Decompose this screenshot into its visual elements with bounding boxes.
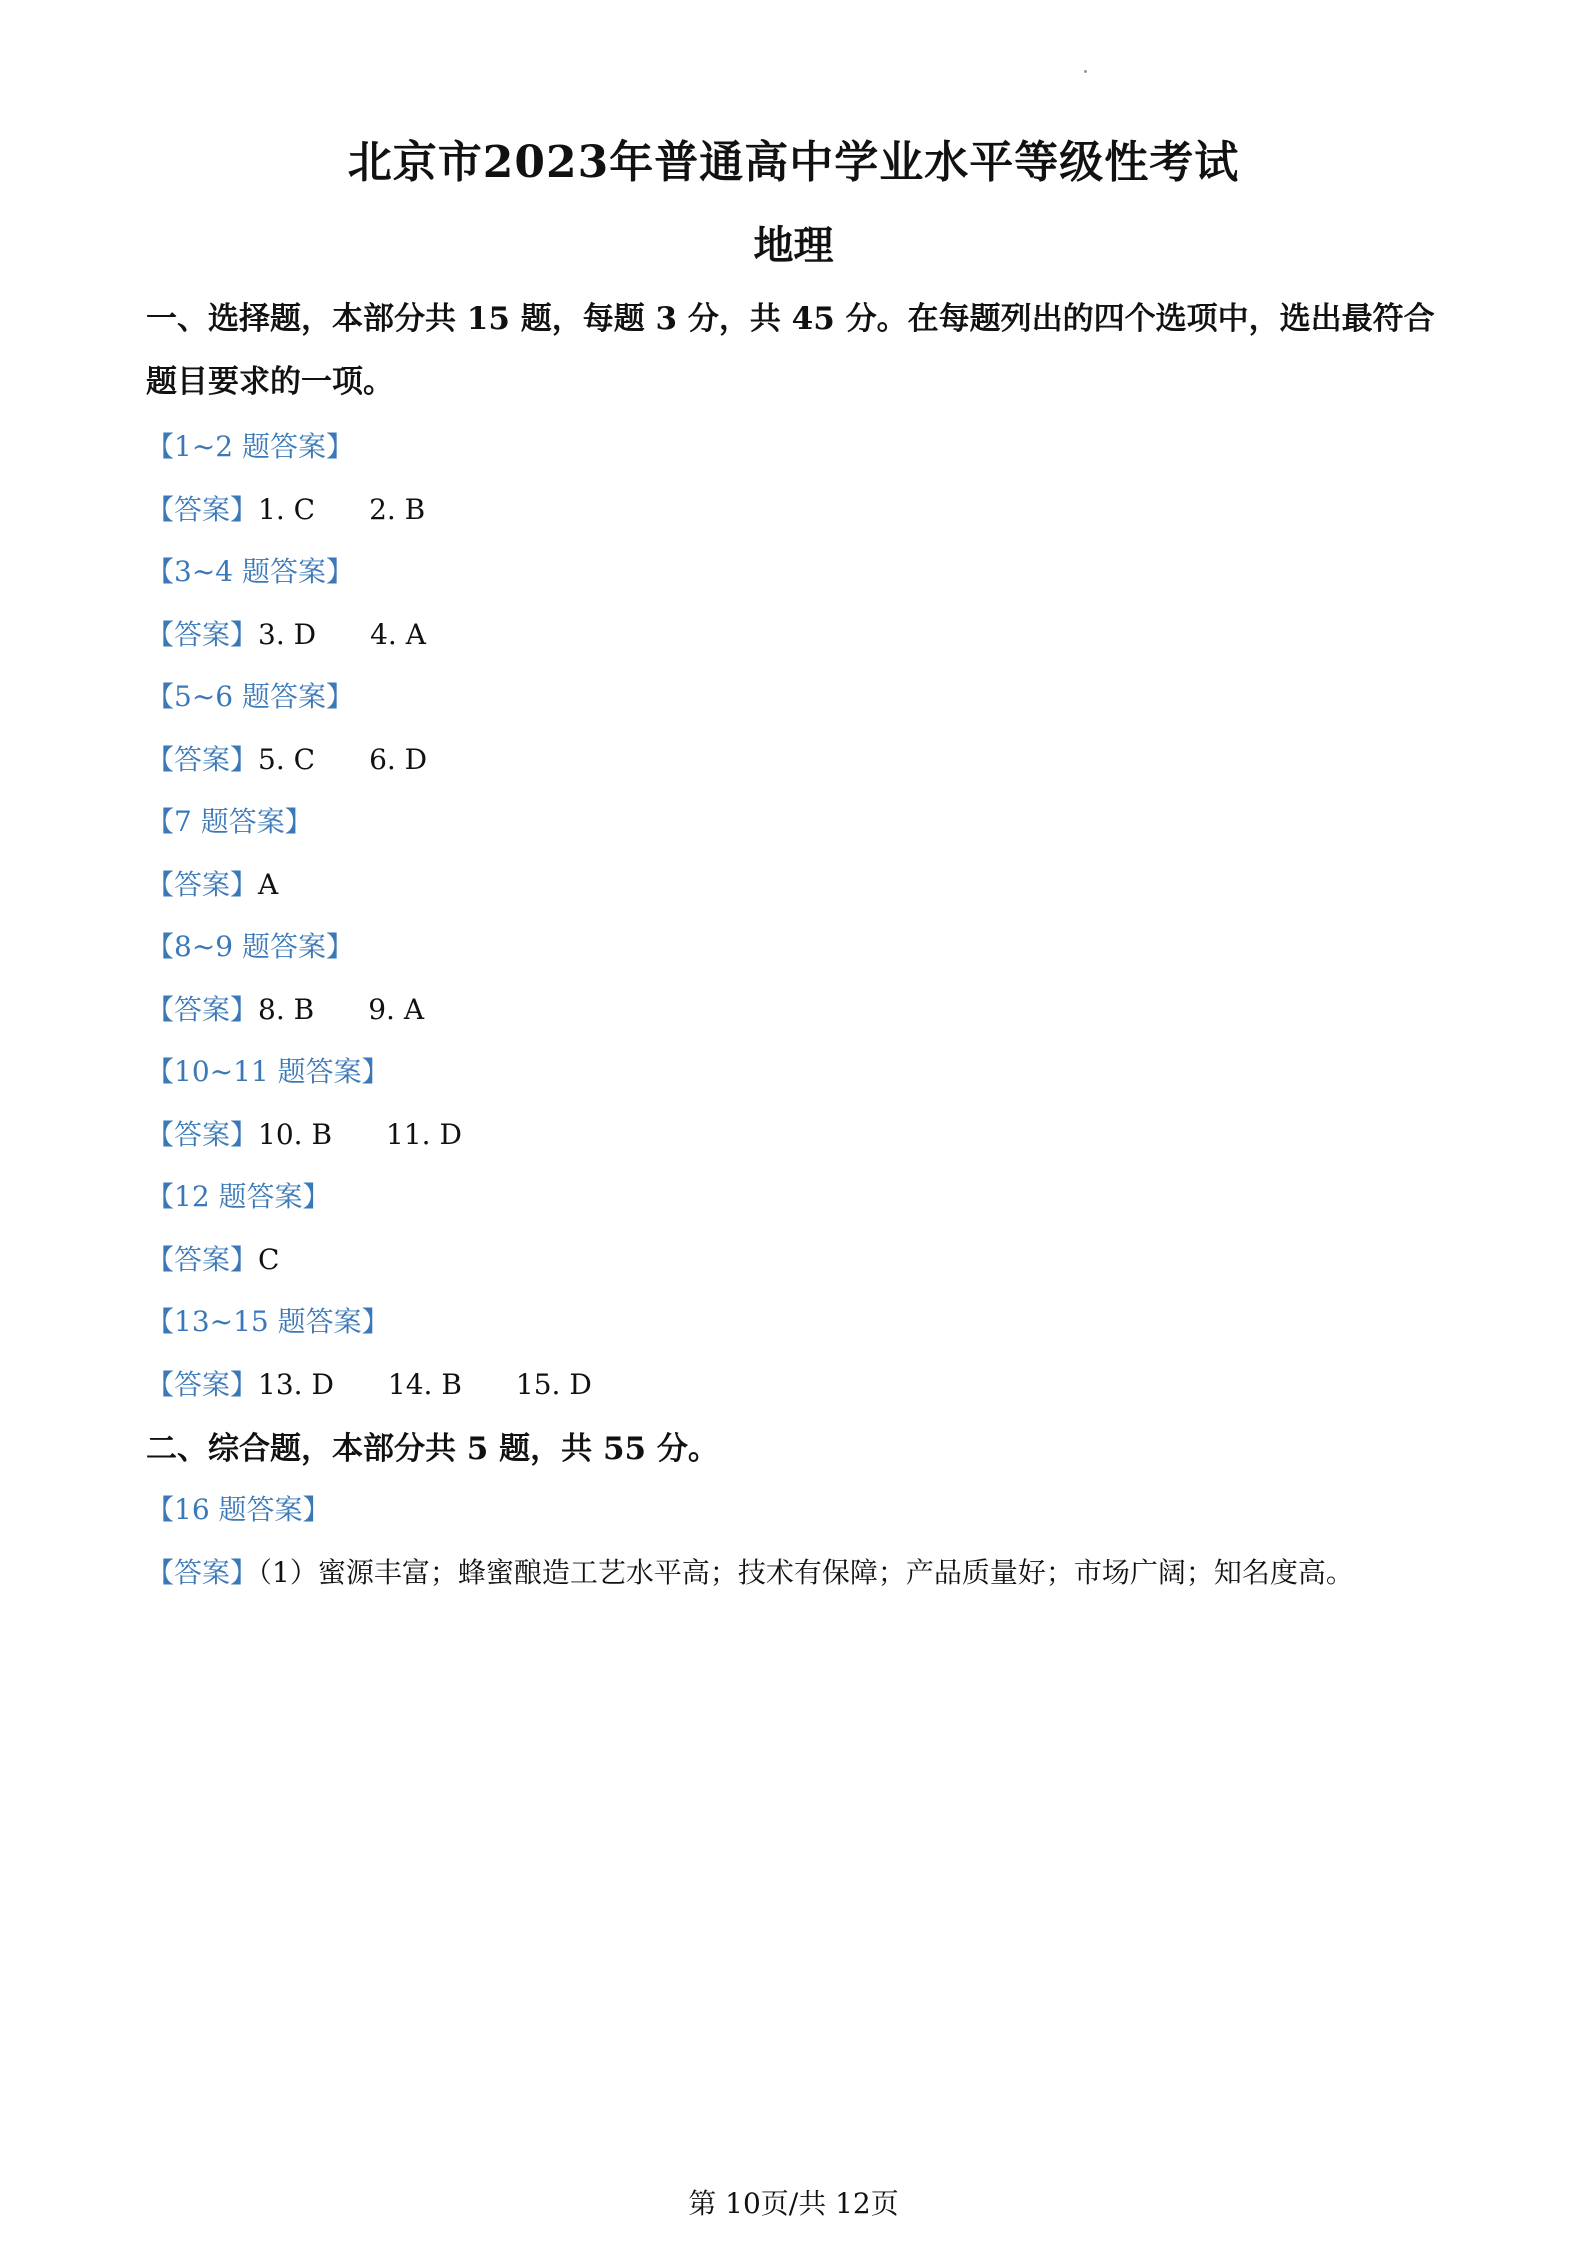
answer-row (146, 740, 427, 780)
answer-prefix: 【答案】 (146, 743, 259, 776)
answer-row (146, 1240, 279, 1280)
answer-row (146, 1115, 462, 1155)
group-label: 【8~9 题答案】 (146, 930, 354, 963)
answer-value: 5. C (258, 743, 316, 776)
answer-value: 15. D (515, 1368, 592, 1401)
section1-heading: 一、选择题，本部分共 15 题，每题 3 分，共 45 分。在每题列出的四个选项中，选出最符合题目要求的一项。 (146, 301, 1435, 400)
answer-value: 4. A (370, 618, 426, 651)
answer-prefix: 【答案】 (146, 1118, 259, 1151)
answer-value: 11. D (386, 1118, 462, 1151)
answer-value: 6. D (369, 743, 428, 776)
answer-prefix: 【答案】 (146, 493, 259, 526)
answer-prefix: 【答案】 (146, 993, 259, 1026)
group-label: 【7 题答案】 (146, 805, 313, 838)
answer-value: 3. D (258, 618, 317, 651)
answer-value: 14. B (387, 1368, 462, 1401)
group-label: 【16 题答案】 (146, 1493, 331, 1526)
page-number: 第 10页/共 12页 (688, 2187, 899, 2220)
section2-heading: 二、综合题，本部分共 5 题，共 55 分。 (146, 1431, 719, 1467)
group-label: 【3~4 题答案】 (146, 555, 354, 588)
answer-row (146, 490, 425, 530)
answer-row (146, 1553, 1354, 1593)
answer-value: C (258, 1243, 280, 1276)
answer-row (146, 615, 426, 655)
answer-value: 8. B (258, 993, 315, 1026)
answer-row (146, 1365, 592, 1405)
answer-prefix: 【答案】 (146, 1368, 259, 1401)
answer-prefix: 【答案】 (146, 1243, 259, 1276)
subject-title: 地理 (753, 222, 834, 269)
answer-value: 2. B (369, 493, 426, 526)
group-label: 【10~11 题答案】 (146, 1055, 390, 1088)
answer-row (146, 990, 424, 1030)
group-label: 【1~2 题答案】 (146, 430, 354, 463)
answer-value: A (258, 868, 279, 901)
answer-value: 1. C (258, 493, 316, 526)
group-label: 【5~6 题答案】 (146, 680, 354, 713)
answer-text: （1）蜜源丰富；蜂蜜酿造工艺水平高；技术有保障；产品质量好；市场广阔；知名度高。 (258, 1556, 1354, 1589)
group-label: 【13~15 题答案】 (146, 1305, 390, 1338)
answer-prefix: 【答案】 (146, 1556, 259, 1589)
answer-row (146, 865, 278, 905)
document-title: 北京市2023年普通高中学业水平等级性考试 (347, 137, 1240, 188)
answer-prefix: 【答案】 (146, 618, 259, 651)
scan-speck (1084, 70, 1087, 73)
answer-prefix: 【答案】 (146, 868, 259, 901)
group-label: 【12 题答案】 (146, 1180, 331, 1213)
answer-value: 9. A (368, 993, 425, 1026)
answer-value: 10. B (258, 1118, 333, 1151)
answer-value: 13. D (258, 1368, 334, 1401)
